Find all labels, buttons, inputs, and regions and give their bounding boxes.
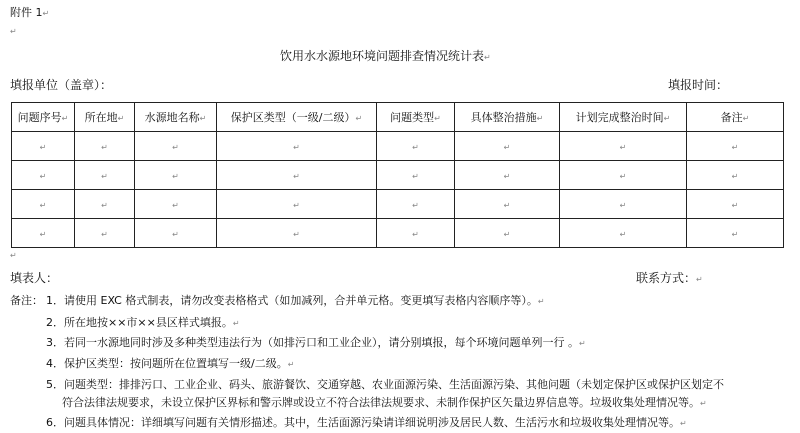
table-cell[interactable] — [75, 132, 135, 161]
paragraph-mark-icon: ↵ — [293, 142, 300, 152]
header-cell: 水源地名称↵ — [135, 103, 217, 132]
paragraph-mark-icon: ↵ — [172, 171, 179, 181]
note-item-continuation: 符合法律法规要求，未设立保护区界标和警示牌或设立不符合法律法规要求、未制作保护区矢量边界信息等。垃圾收集处理情况等。↵ — [62, 396, 707, 409]
paragraph-mark-icon: ↵ — [412, 200, 419, 210]
table-cell[interactable] — [135, 161, 217, 190]
table-row — [12, 190, 784, 219]
table-cell[interactable] — [455, 219, 560, 248]
table-cell[interactable] — [687, 219, 784, 248]
paragraph-mark-icon: ↵ — [172, 200, 179, 210]
paragraph-mark-icon: ↵ — [293, 171, 300, 181]
table-cell[interactable] — [75, 190, 135, 219]
paragraph-mark-icon: ↵ — [412, 171, 419, 181]
paragraph-mark-icon: ↵ — [172, 142, 179, 152]
table-cell[interactable] — [217, 132, 377, 161]
paragraph-mark-icon: ↵ — [39, 229, 47, 239]
header-cell: 计划完成整治时间↵ — [560, 103, 687, 132]
table-cell[interactable] — [12, 161, 75, 190]
paragraph-mark-icon: ↵ — [731, 142, 739, 152]
attachment-label: 附件 1↵ — [10, 6, 50, 19]
table-cell[interactable] — [455, 132, 560, 161]
table-cell[interactable] — [12, 132, 75, 161]
table-cell[interactable] — [687, 190, 784, 219]
header-cell: 所在地↵ — [75, 103, 135, 132]
note-item: 5．问题类型：排排污口、工业企业、码头、旅游餐饮、交通穿越、农业面源污染、生活面源污染、其他问题（未划定保护区或保护区划定不 — [46, 378, 724, 391]
table-cell[interactable] — [217, 161, 377, 190]
paragraph-mark-icon: ↵ — [484, 53, 491, 62]
paragraph-mark-icon: ↵ — [503, 229, 511, 239]
notes-prefix: 备注： — [10, 294, 43, 307]
header-cell: 问题序号↵ — [12, 103, 75, 132]
paragraph-mark-icon: ↵ — [412, 142, 419, 152]
paragraph-mark-icon: ↵ — [731, 200, 739, 210]
paragraph-mark-icon: ↵ — [172, 229, 179, 239]
paragraph-mark-icon: ↵ — [101, 171, 108, 181]
paragraph-mark-icon: ↵ — [293, 229, 300, 239]
table-row — [12, 132, 784, 161]
note-item: 3．若同一水源地同时涉及多种类型违法行为（如排污口和工业企业），请分别填报，每个环境问题单列一行 。↵ — [46, 336, 586, 349]
paragraph-mark-icon: ↵ — [39, 142, 47, 152]
paragraph-mark-icon: ↵ — [10, 251, 17, 260]
header-cell: 问题类型↵ — [377, 103, 455, 132]
table-cell[interactable] — [12, 190, 75, 219]
paragraph-mark-icon: ↵ — [619, 229, 627, 239]
paragraph-mark-icon: ↵ — [503, 142, 511, 152]
paragraph-mark-icon: ↵ — [503, 200, 511, 210]
paragraph-mark-icon: ↵ — [619, 171, 627, 181]
filler-label: 填表人： — [10, 271, 59, 285]
table-cell[interactable] — [377, 190, 455, 219]
statistics-table — [11, 102, 784, 248]
table-cell[interactable] — [75, 219, 135, 248]
paragraph-mark-icon: ↵ — [42, 9, 50, 18]
paragraph-mark-icon: ↵ — [10, 27, 17, 36]
table-cell[interactable] — [687, 161, 784, 190]
table-cell[interactable] — [560, 219, 687, 248]
fill-time-label: 填报时间： — [668, 78, 729, 92]
fill-unit-label: 填报单位（盖章）： — [10, 78, 113, 92]
header-cell: 保护区类型（一级/二级）↵ — [217, 103, 377, 132]
paragraph-mark-icon: ↵ — [619, 200, 627, 210]
table-cell[interactable] — [377, 161, 455, 190]
table-cell[interactable] — [135, 132, 217, 161]
table-row — [12, 161, 784, 190]
paragraph-mark-icon: ↵ — [731, 171, 739, 181]
table-cell[interactable] — [217, 190, 377, 219]
note-item: 1．请使用 EXC 格式制表，请勿改变表格格式（如加减列，合并单元格。变更填写表格内容顺序等）。↵ — [46, 294, 545, 307]
table-row — [12, 219, 784, 248]
paragraph-mark-icon: ↵ — [39, 200, 47, 210]
paragraph-mark-icon: ↵ — [101, 142, 108, 152]
table-cell[interactable] — [560, 161, 687, 190]
table-cell[interactable] — [560, 132, 687, 161]
paragraph-mark-icon: ↵ — [731, 229, 739, 239]
paragraph-mark-icon: ↵ — [503, 171, 511, 181]
table-cell[interactable] — [377, 219, 455, 248]
paragraph-mark-icon: ↵ — [39, 171, 47, 181]
table-header-row — [12, 103, 784, 132]
paragraph-mark-icon: ↵ — [293, 200, 300, 210]
table-cell[interactable] — [217, 219, 377, 248]
contact-label: 联系方式：↵ — [636, 271, 703, 285]
note-item: 2．所在地按××市××县区样式填报。↵ — [46, 316, 240, 329]
header-cell: 具体整治措施↵ — [455, 103, 560, 132]
table-cell[interactable] — [455, 161, 560, 190]
page-title: 饮用水水源地环境问题排查情况统计表↵ — [280, 49, 491, 63]
header-cell: 备注↵ — [687, 103, 784, 132]
paragraph-mark-icon: ↵ — [412, 229, 419, 239]
table-cell[interactable] — [560, 190, 687, 219]
table-cell[interactable] — [75, 161, 135, 190]
table-cell[interactable] — [135, 190, 217, 219]
table-cell[interactable] — [377, 132, 455, 161]
table-cell[interactable] — [135, 219, 217, 248]
table-cell[interactable] — [12, 219, 75, 248]
note-item: 4．保护区类型：按问题所在位置填写一级/二级。↵ — [46, 357, 295, 370]
table-cell[interactable] — [455, 190, 560, 219]
paragraph-mark-icon: ↵ — [101, 229, 108, 239]
paragraph-mark-icon: ↵ — [101, 200, 108, 210]
table-cell[interactable] — [687, 132, 784, 161]
paragraph-mark-icon: ↵ — [619, 142, 627, 152]
note-item: 6．问题具体情况：详细填写问题有关情形描述。其中，生活面源污染请详细说明涉及居民人数、生活污水和垃圾收集处理情况等。↵ — [46, 416, 687, 429]
